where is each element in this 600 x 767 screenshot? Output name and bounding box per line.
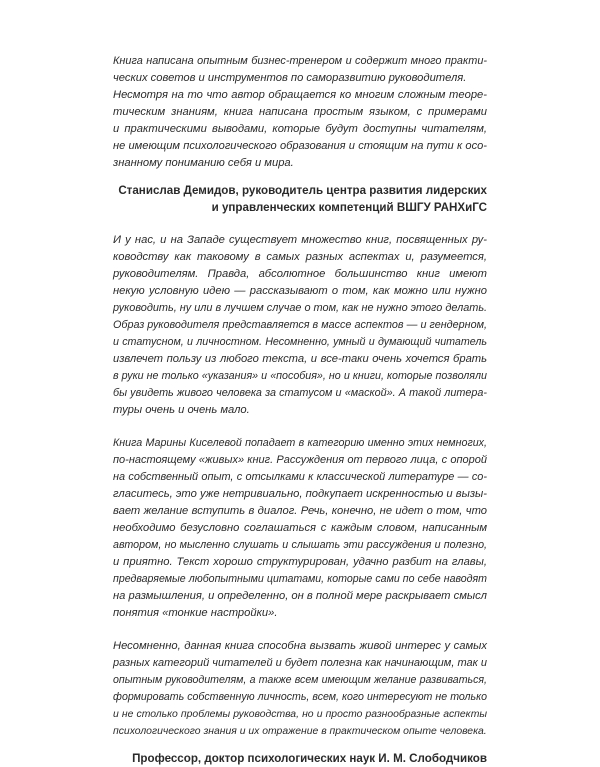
text-line: предваряемые любопытными цитатами, которые сами по себе наводят <box>113 573 487 585</box>
text-line: опытным руководителям, а также всем имеющим желание развиваться, <box>113 674 487 686</box>
text-line: и статусном, и личностном. Несомненно, умный и думающий читатель <box>113 336 487 348</box>
text-line: необходимо безусловно соглашаться с каждым словом, написанным <box>113 522 487 534</box>
text-line: Книга Марины Киселевой попадает в категорию именно этих немногих, <box>113 437 487 449</box>
text-line: тическим знаниям, книга написана простым языком, с примерами <box>113 106 487 118</box>
text-line: в руки не только «указания» и «пособия», но и книги, которые позволяли <box>113 370 487 382</box>
text-line: и не столько проблемы руководства, но и просто разнообразные аспекты <box>113 709 487 720</box>
text-line: ководству как таковому в самых разных аспектах и, разумеется, <box>113 251 487 263</box>
signature-line: Профессор, доктор психологических наук И. М. Слободчиков <box>132 752 487 765</box>
review-2-signature <box>113 750 487 767</box>
text-line: по-настоящему «живых» книг. Рассуждения от первого лица, с опорой <box>113 454 487 466</box>
text-line: ческих советов и инструментов по саморазвитию руководителя. <box>113 72 467 84</box>
text-line: Несмотря на то что автор обращается ко многим сложным теоре- <box>113 89 487 101</box>
text-line: туры очень и очень мало. <box>113 404 250 416</box>
text-line: и приятно. Текст хорошо структурирован, удачно разбит на главы, <box>113 556 487 568</box>
text-line: на размышления, и определенно, он в полной мере раскрывает смысл <box>113 590 487 602</box>
book-page <box>113 53 487 767</box>
text-line: не имеющим психологического образования и стоящим на пути к осо- <box>113 140 487 152</box>
text-line: на собственный опыт, с отсылками к классической литературе — со- <box>113 471 487 483</box>
signature-line: и управленческих компетенций ВШГУ РАНХиГС <box>211 201 487 214</box>
text-line: автором, но мысленно слушать и слышать эти рассуждения и полезно, <box>113 539 487 551</box>
text-line: гласитесь, это уже нетривиально, подкупает искренностью и вызы- <box>113 488 487 500</box>
text-line: Книга написана опытным бизнес-тренером и содержит много практи- <box>113 55 487 67</box>
review-2-paragraph-1 <box>113 232 487 419</box>
text-line: руководить, ну или в лучшем случае о том, как не нужно этого делать. <box>113 302 488 314</box>
review-1-text <box>113 53 487 172</box>
text-line: Образ руководителя представляется в массе аспектов — и гендерном, <box>113 319 487 331</box>
text-line: Несомненно, данная книга способна вызвать живой интерес у самых <box>113 640 487 652</box>
text-line: формировать собственную личность, всем, кого интересуют не только <box>113 691 487 703</box>
text-line: знанному пониманию себя и мира. <box>113 157 294 169</box>
text-line: некую условную идею — рассказывают о том, как можно или нужно <box>113 285 487 297</box>
text-line: и практическими выводами, которые будут доступны читателям, <box>113 123 487 135</box>
text-line: И у нас, и на Западе существует множество книг, посвященных ру- <box>113 234 487 246</box>
signature-line: Станислав Демидов, руководитель центра развития лидерских <box>118 184 487 197</box>
text-line: извлечет пользу из любого текста, и все-таки очень хочется брать <box>113 353 487 365</box>
text-line: бы увидеть живого человека за статусом и «маской». А такой литера- <box>113 387 487 399</box>
review-2-paragraph-3 <box>113 638 487 740</box>
text-line: разных категорий читателей и будет полезна как начинающим, так и <box>113 657 487 669</box>
text-line: вает желание вступить в диалог. Речь, конечно, не идет о том, что <box>113 505 487 517</box>
review-2-paragraph-2 <box>113 435 487 622</box>
text-line: понятия «тонкие настройки». <box>113 607 278 619</box>
review-1-signature <box>113 182 487 216</box>
text-line: руководителям. Правда, абсолютное большинство книг имеют <box>113 268 487 280</box>
text-line: психологического знания и их отражение в практическом опыте человека. <box>113 726 487 737</box>
